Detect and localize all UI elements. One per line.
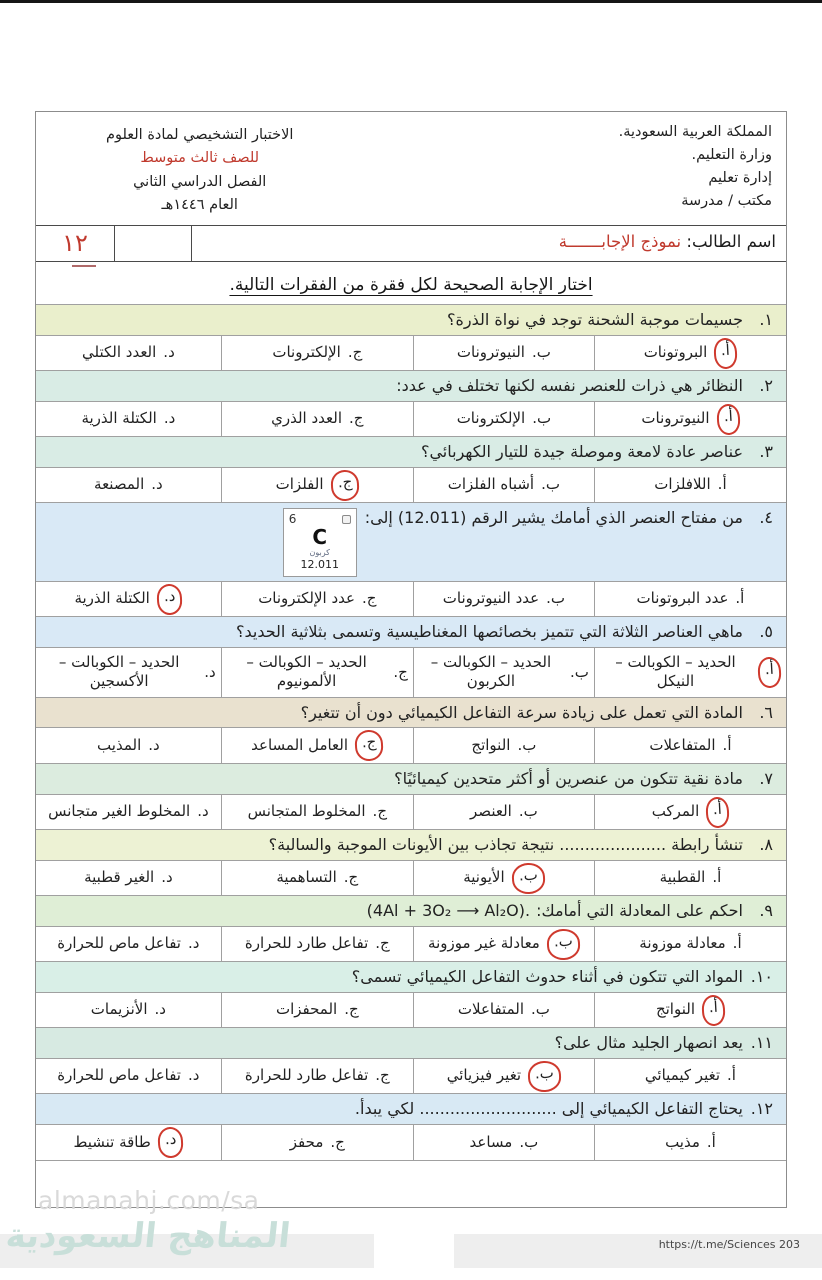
options-row <box>36 795 786 830</box>
option-cell <box>594 648 786 697</box>
answer-circle-mark: أ. <box>701 994 726 1026</box>
option-cell <box>413 582 594 617</box>
question-text: من مفتاح العنصر الذي أمامك يشير الرقم (12.011) إلى: <box>364 508 743 528</box>
option-text: تغير فيزيائي <box>446 1066 522 1085</box>
option-cell <box>413 927 594 962</box>
option-letter: ب. <box>541 475 560 494</box>
question-band <box>36 437 786 468</box>
option-cell <box>594 468 786 503</box>
option-text: المحفزات <box>275 1000 338 1019</box>
option-cell <box>594 927 786 962</box>
question-number: ٦. <box>759 702 773 722</box>
option-letter: د. <box>151 475 163 494</box>
option-text: الأيونية <box>463 868 505 887</box>
option-text: عدد النيوترونات <box>442 589 540 608</box>
options-row <box>36 648 786 697</box>
scan-edge-bar <box>0 0 822 3</box>
option-cell <box>221 582 413 617</box>
option-cell <box>413 648 594 697</box>
chemical-equation: (4Al + 3O₂ ⟶ Al₂O). <box>366 901 531 921</box>
option-letter: ب. <box>531 1000 550 1019</box>
option-letter: د. <box>163 343 175 362</box>
option-letter: ب. <box>570 662 589 681</box>
exam-subject-line: الاختبار التشخيصي لمادة العلوم <box>106 127 294 143</box>
option-letter: د. <box>187 1066 200 1085</box>
answer-circle-mark: د. <box>156 583 183 615</box>
question-text: يعد انصهار الجليد مثال على؟ <box>554 1033 743 1053</box>
option-cell <box>36 1059 221 1094</box>
option-letter: ج. <box>375 934 390 953</box>
option-text: اللافلزات <box>654 475 711 494</box>
option-letter: د. <box>197 802 209 821</box>
option-text: تفاعل طارد للحرارة <box>244 1066 369 1085</box>
option-text: المصنعة <box>94 475 145 494</box>
option-letter: د. <box>163 409 176 428</box>
question-band <box>36 830 786 861</box>
option-cell <box>413 861 594 896</box>
option-cell <box>221 402 413 437</box>
option-text: النيوترونات <box>641 409 710 428</box>
exam-grade-line: للصف ثالث متوسط <box>140 150 260 167</box>
option-cell <box>36 648 221 697</box>
option-cell <box>221 795 413 830</box>
option-text: العدد الكتلي <box>81 343 157 362</box>
option-cell <box>36 1125 221 1160</box>
question-block <box>36 764 786 830</box>
question-text: المادة التي تعمل على زيادة سرعة التفاعل الكيميائي دون أن تتغير؟ <box>300 702 743 722</box>
element-name: كربون <box>309 548 330 558</box>
option-letter: أ. <box>735 589 745 608</box>
header-line: إدارة تعليم <box>708 169 772 186</box>
option-text: مساعد <box>469 1132 513 1151</box>
header-line: مكتب / مدرسة <box>681 192 772 209</box>
option-text: الحديد – الكوبالت – الأكسجين <box>58 652 180 691</box>
question-band <box>36 764 786 795</box>
option-cell <box>36 861 221 896</box>
element-symbol: C <box>312 525 328 550</box>
option-text: القطبية <box>659 868 706 887</box>
option-letter: ج. <box>330 1132 345 1151</box>
option-text: الإلكترونات <box>272 343 341 362</box>
option-text: العنصر <box>470 802 512 821</box>
option-cell <box>413 1059 594 1094</box>
option-text: تفاعل ماص للحرارة <box>57 1066 181 1085</box>
option-cell <box>221 468 413 503</box>
question-block <box>36 437 786 503</box>
option-cell <box>36 927 221 962</box>
answer-key-value: نموذج الإجابـــــــة <box>558 231 682 251</box>
question-block <box>36 371 786 437</box>
question-number: ٥. <box>759 622 773 642</box>
source-link: https://t.me/Sciences 203 <box>658 1238 800 1251</box>
question-text: احكم على المعادلة التي أمامك: <box>536 901 743 921</box>
option-text: العامل المساعد <box>251 735 349 754</box>
option-cell <box>594 861 786 896</box>
option-text: محفز <box>289 1132 324 1151</box>
option-text: النيوترونات <box>456 343 525 362</box>
questions-table <box>36 304 786 1161</box>
option-cell <box>221 861 413 896</box>
option-text: المركب <box>651 802 700 821</box>
option-letter: أ. <box>706 1132 716 1151</box>
question-block <box>36 617 786 698</box>
answer-circle-mark: د. <box>157 1126 184 1158</box>
option-text: النواتج <box>471 735 511 754</box>
option-cell <box>413 993 594 1028</box>
header-line: وزارة التعليم. <box>691 146 772 163</box>
option-text: العدد الذري <box>271 409 343 428</box>
question-text: النظائر هي ذرات للعنصر نفسه لكنها تختلف في عدد: <box>396 376 743 396</box>
question-band <box>36 698 786 729</box>
answer-circle-mark: ج. <box>354 730 384 762</box>
score-underline-mark <box>72 265 96 267</box>
answer-circle-mark: ب. <box>511 862 545 894</box>
option-letter: أ. <box>717 475 727 494</box>
option-cell <box>221 1059 413 1094</box>
option-cell <box>36 993 221 1028</box>
brand-logo: المناهج السعودية <box>3 1216 293 1256</box>
ministry-block <box>619 121 772 218</box>
option-cell <box>594 336 786 371</box>
option-letter: ج. <box>393 662 408 681</box>
document-header <box>36 112 786 221</box>
option-cell <box>36 468 221 503</box>
option-cell <box>36 728 221 763</box>
option-cell <box>594 1059 786 1094</box>
question-number: ٨. <box>759 835 773 855</box>
question-band <box>36 503 786 582</box>
option-cell <box>594 993 786 1028</box>
option-cell <box>36 795 221 830</box>
question-band <box>36 1028 786 1059</box>
question-number: ١١. <box>750 1033 773 1053</box>
question-band <box>36 617 786 648</box>
question-text: تنشأ رابطة ..................... نتيجة تجاذب بين الأيونات الموجبة والسالبة؟ <box>268 835 743 855</box>
options-row <box>36 728 786 763</box>
score-value: ١٢ <box>62 229 88 258</box>
question-block <box>36 1094 786 1160</box>
option-cell <box>413 336 594 371</box>
option-text: الكتلة الذرية <box>81 409 157 428</box>
option-letter: أ. <box>722 735 732 754</box>
question-text: ماهي العناصر الثلاثة التي تتميز بخصائصها المغناطيسية وتسمى بثلاثية الحديد؟ <box>235 622 743 642</box>
options-row <box>36 993 786 1028</box>
option-letter: د. <box>187 934 200 953</box>
exam-year-line: العام ١٤٤٦هـ <box>161 197 238 214</box>
question-number: ١٢. <box>750 1099 773 1119</box>
option-letter: ب. <box>531 343 551 362</box>
question-number: ٧. <box>759 768 773 788</box>
option-letter: أ. <box>732 934 742 953</box>
solid-state-icon <box>342 515 351 524</box>
options-row <box>36 402 786 437</box>
exam-info-block <box>66 124 293 218</box>
answer-circle-mark: أ. <box>716 403 741 435</box>
option-text: المذيب <box>97 735 142 754</box>
option-text: مذيب <box>665 1132 700 1151</box>
option-letter: ب. <box>519 1132 539 1151</box>
question-text: المواد التي تتكون في أثناء حدوث التفاعل الكيميائي تسمى؟ <box>351 967 743 987</box>
question-block <box>36 305 786 371</box>
option-text: طاقة تنشيط <box>73 1132 151 1151</box>
atomic-number: 6 <box>288 512 297 527</box>
option-letter: د. <box>148 735 160 754</box>
option-text: البروتونات <box>643 343 708 362</box>
question-text: عناصر عادة لامعة وموصلة جيدة للتيار الكهربائي؟ <box>420 442 743 462</box>
option-letter: ج. <box>347 343 363 362</box>
question-band <box>36 962 786 993</box>
option-letter: ب. <box>546 589 566 608</box>
option-cell <box>594 402 786 437</box>
question-band <box>36 305 786 336</box>
option-text: المتفاعلات <box>457 1000 524 1019</box>
atomic-mass: 12.011 <box>300 558 340 571</box>
question-text: جسيمات موجبة الشحنة توجد في نواة الذرة؟ <box>446 309 743 329</box>
option-text: المخلوط الغير متجانس <box>48 802 191 821</box>
empty-cell <box>114 226 192 261</box>
question-number: ٩. <box>759 901 773 921</box>
question-number: ٤. <box>759 508 773 528</box>
options-row <box>36 1125 786 1160</box>
option-text: الكتلة الذرية <box>74 589 150 608</box>
option-cell <box>413 728 594 763</box>
footer-white-patch <box>374 1212 454 1272</box>
question-block <box>36 830 786 896</box>
option-cell <box>221 993 413 1028</box>
option-cell <box>36 582 221 617</box>
question-number: ١٠. <box>750 967 773 987</box>
option-letter: ب. <box>518 802 538 821</box>
option-text: التساهمية <box>276 868 337 887</box>
option-text: الغير قطبية <box>84 868 155 887</box>
option-letter: ج. <box>349 409 364 428</box>
options-row <box>36 927 786 962</box>
option-letter: د. <box>204 662 216 681</box>
option-cell <box>413 402 594 437</box>
option-cell <box>413 1125 594 1160</box>
option-text: النواتج <box>655 1000 695 1019</box>
option-letter: د. <box>161 868 173 887</box>
student-name-row <box>36 225 786 262</box>
option-text: معادلة موزونة <box>639 934 726 953</box>
student-name-cell <box>192 226 786 261</box>
answer-circle-mark: ج. <box>330 469 360 501</box>
exam-title: اختار الإجابة الصحيحة لكل فقرة من الفقرات التالية. <box>229 274 593 295</box>
header-line: المملكة العربية السعودية. <box>618 124 772 140</box>
answer-circle-mark: أ. <box>713 337 738 369</box>
option-cell <box>221 728 413 763</box>
option-cell <box>36 402 221 437</box>
question-text: مادة نقية تتكون من عنصرين أو أكثر متحدين كيميائيًا؟ <box>394 768 743 788</box>
answer-circle-mark: أ. <box>705 796 730 828</box>
question-band <box>36 371 786 402</box>
option-letter: ج. <box>344 1000 359 1019</box>
page-border-box <box>35 111 787 1208</box>
option-text: الأنزيمات <box>90 1000 148 1019</box>
question-band <box>36 1094 786 1125</box>
options-row <box>36 861 786 896</box>
option-text: الإلكترونات <box>456 409 526 428</box>
option-text: الحديد – الكوبالت – النيكل <box>615 652 736 691</box>
option-cell <box>594 1125 786 1160</box>
option-text: الحديد – الكوبالت – الألمونيوم <box>246 652 367 691</box>
question-number: ٢. <box>759 376 773 396</box>
option-text: تفاعل ماص للحرارة <box>57 934 181 953</box>
element-key-card <box>283 508 357 577</box>
option-text: الفلزات <box>275 475 324 494</box>
option-text: الحديد – الكوبالت – الكربون <box>430 652 552 691</box>
option-text: عدد الإلكترونات <box>258 589 355 608</box>
option-cell <box>413 795 594 830</box>
option-cell <box>221 1125 413 1160</box>
option-cell <box>221 336 413 371</box>
score-cell <box>36 226 114 261</box>
question-block <box>36 698 786 764</box>
option-letter: ج. <box>343 868 359 887</box>
question-band <box>36 896 786 927</box>
option-letter: ج. <box>372 802 387 821</box>
option-letter: ب. <box>532 409 552 428</box>
option-cell <box>594 795 786 830</box>
option-cell <box>594 728 786 763</box>
option-text: المخلوط المتجانس <box>247 802 366 821</box>
option-letter: أ. <box>712 868 722 887</box>
exam-term-line: الفصل الدراسي الثاني <box>133 173 267 190</box>
options-row <box>36 1059 786 1094</box>
watermark-url: almanahj.com/sa <box>38 1186 260 1215</box>
option-text: أشباه الفلزات <box>447 475 535 494</box>
question-number: ٣. <box>759 442 773 462</box>
option-cell <box>221 927 413 962</box>
option-text: المتفاعلات <box>649 735 716 754</box>
answer-circle-mark: أ. <box>757 657 782 689</box>
question-block <box>36 896 786 962</box>
answer-circle-mark: ب. <box>527 1060 561 1092</box>
option-text: تفاعل طارد للحرارة <box>244 934 369 953</box>
option-letter: ج. <box>375 1066 390 1085</box>
option-letter: ج. <box>361 589 377 608</box>
option-text: تغير كيميائي <box>644 1066 721 1085</box>
answer-circle-mark: ب. <box>546 928 580 960</box>
question-number: ١. <box>759 309 773 329</box>
question-block <box>36 1028 786 1094</box>
options-row <box>36 468 786 503</box>
option-text: معادلة غير موزونة <box>428 934 540 953</box>
option-letter: د. <box>154 1000 166 1019</box>
student-name-label: اسم الطالب: <box>686 231 776 251</box>
question-block <box>36 503 786 617</box>
options-row <box>36 336 786 371</box>
question-block <box>36 962 786 1028</box>
option-cell <box>413 468 594 503</box>
option-text: عدد البروتونات <box>636 589 729 608</box>
options-row <box>36 582 786 617</box>
question-text: يحتاج التفاعل الكيميائي إلى ........................... لكي يبدأ. <box>354 1099 743 1119</box>
option-cell <box>221 648 413 697</box>
option-cell <box>594 582 786 617</box>
option-letter: ب. <box>517 735 537 754</box>
option-letter: أ. <box>727 1066 736 1085</box>
option-cell <box>36 336 221 371</box>
